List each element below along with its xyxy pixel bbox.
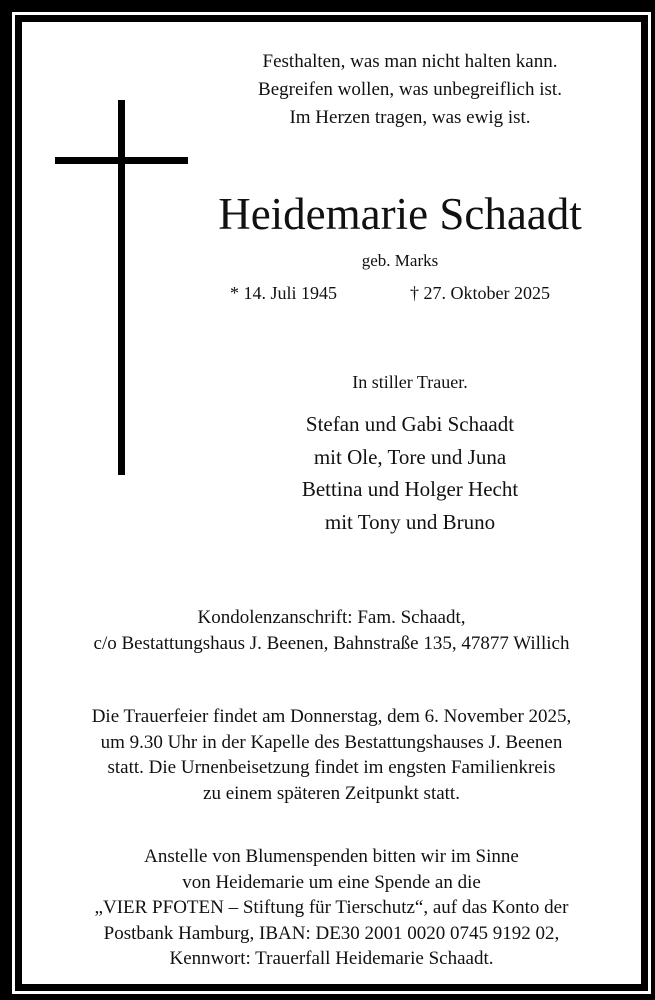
deceased-name: Heidemarie Schaadt bbox=[218, 189, 582, 239]
donation-line: „VIER PFOTEN – Stiftung für Tierschutz“, auf das Konto der bbox=[94, 897, 569, 918]
ceremony-info bbox=[22, 704, 641, 806]
ceremony-line: zu einem späteren Zeitpunkt statt. bbox=[203, 782, 460, 804]
mourning-phrase: In stiller Trauer. bbox=[352, 372, 468, 392]
donation-request bbox=[22, 844, 641, 972]
family-line: Stefan und Gabi Schaadt bbox=[305, 412, 515, 436]
address-line: c/o Bestattungshaus J. Beenen, Bahnstraße 135, 47877 Willich bbox=[93, 632, 570, 654]
death-date: † 27. Oktober 2025 bbox=[410, 283, 550, 303]
motto-line: Festhalten, was man nicht halten kann. bbox=[262, 51, 558, 72]
motto-line: Im Herzen tragen, was ewig ist. bbox=[289, 107, 531, 128]
motto-verse bbox=[200, 48, 620, 132]
family-line: mit Tony und Bruno bbox=[324, 509, 496, 534]
family-list bbox=[220, 408, 600, 538]
donation-line: Kennwort: Trauerfall Heidemarie Schaadt. bbox=[169, 948, 494, 969]
cross-horizontal-bar bbox=[55, 157, 188, 164]
birth-date: * 14. Juli 1945 bbox=[230, 283, 338, 303]
ceremony-line: statt. Die Urnenbeisetzung findet im engsten Familienkreis bbox=[107, 757, 556, 778]
family-line: mit Ole, Tore und Juna bbox=[313, 444, 507, 469]
donation-line: von Heidemarie um eine Spende an die bbox=[182, 871, 481, 893]
motto-line: Begreifen wollen, was unbegreiflich ist. bbox=[258, 79, 562, 100]
condolence-address bbox=[22, 605, 641, 656]
family-line: Bettina und Holger Hecht bbox=[301, 477, 519, 501]
donation-line: Anstelle von Blumenspenden bitten wir im Sinne bbox=[144, 846, 519, 867]
donation-line: Postbank Hamburg, IBAN: DE30 2001 0020 0745 9192 02, bbox=[103, 922, 560, 944]
address-line: Kondolenzanschrift: Fam. Schaadt, bbox=[197, 607, 466, 628]
ceremony-line: Die Trauerfeier findet am Donnerstag, dem 6. November 2025, bbox=[91, 706, 572, 727]
ceremony-line: um 9.30 Uhr in der Kapelle des Bestattungshauses J. Beenen bbox=[100, 731, 563, 753]
maiden-name: geb. Marks bbox=[361, 251, 439, 270]
